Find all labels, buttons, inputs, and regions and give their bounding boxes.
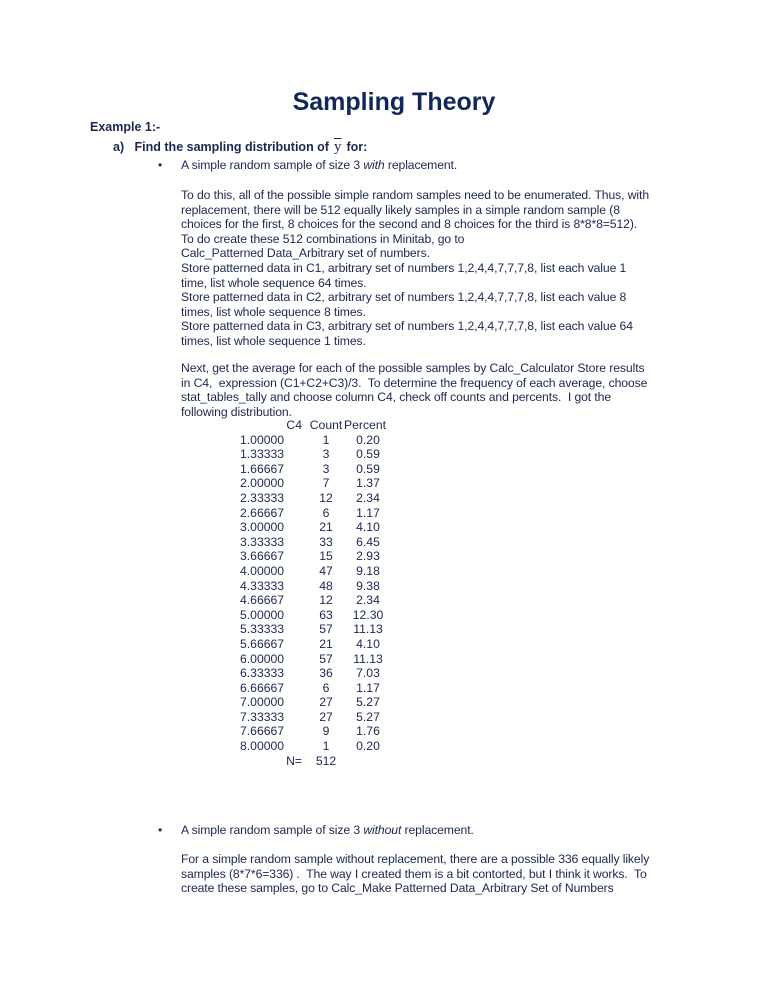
text-line: For a simple random sample without replacement, there are a possible 336 equally likely: [181, 852, 650, 866]
text-line: To do this, all of the possible simple random samples need to be enumerated. Thus, with: [181, 188, 650, 202]
question-text-after: for:: [346, 140, 368, 154]
value-cell: 4.33333: [240, 578, 285, 593]
total-label: N=: [286, 753, 302, 768]
text-line: Store patterned data in C1, arbitrary set of numbers 1,2,4,4,7,7,7,8, list each value 1: [181, 260, 627, 275]
paragraph-2: [181, 361, 647, 419]
bullet-2-text: [181, 823, 474, 838]
value-cell: 8.00000: [240, 739, 285, 754]
count-cell: 63: [319, 607, 333, 622]
count-cell: 12: [319, 490, 333, 505]
page-title: Sampling Theory: [292, 88, 496, 116]
table-row: [240, 491, 392, 506]
percent-cell: 12.30: [352, 607, 384, 622]
percent-cell: 4.10: [356, 520, 380, 535]
paragraph-1: [181, 188, 649, 349]
count-cell: 1: [322, 432, 330, 447]
value-cell: 3.33333: [240, 534, 285, 549]
y-bar-symbol: $\overline{y}$: [333, 139, 342, 155]
value-cell: 7.66667: [240, 724, 285, 739]
percent-cell: 11.13: [353, 651, 383, 666]
percent-cell: 5.27: [356, 695, 380, 710]
value-cell: 6.33333: [240, 666, 285, 681]
question-a: [113, 139, 367, 156]
table-row: [240, 506, 392, 521]
value-cell: 6.00000: [240, 651, 285, 666]
count-cell: 3: [322, 447, 330, 462]
table-row: [240, 695, 392, 710]
bullet-1-text: [181, 158, 457, 173]
tally-table: [240, 418, 392, 768]
value-cell: 1.33333: [240, 447, 285, 462]
table-row: [240, 564, 392, 579]
count-cell: 48: [319, 578, 333, 593]
column-header: Percent: [344, 418, 387, 432]
table-row: [240, 447, 392, 462]
percent-cell: 11.13: [353, 622, 383, 637]
percent-cell: 2.34: [356, 593, 380, 608]
text-line: Calc_Patterned Data_Arbitrary set of numbers.: [181, 246, 430, 261]
percent-cell: 0.20: [356, 432, 380, 447]
percent-cell: 2.93: [356, 549, 380, 564]
text-line: Store patterned data in C3, arbitrary set of numbers 1,2,4,4,7,7,7,8, list each value 64: [181, 319, 633, 334]
count-cell: 57: [319, 651, 333, 666]
value-cell: 5.33333: [240, 622, 285, 637]
table-row: [240, 549, 392, 564]
text: replacement.: [401, 823, 474, 837]
value-cell: 7.33333: [240, 709, 285, 724]
count-cell: 47: [319, 563, 333, 578]
table-row: [240, 637, 392, 652]
text-line: stat_tables_tally and choose column C4, check off counts and percents. I got the: [181, 390, 612, 405]
count-cell: 6: [322, 680, 330, 695]
text-line: create these samples, go to Calc_Make Patterned Data_Arbitrary Set of Numbers: [181, 881, 614, 896]
example-label: Example 1:-: [90, 120, 161, 134]
text: replacement.: [384, 158, 458, 172]
emphasis: with: [363, 158, 385, 172]
table-row: [240, 724, 392, 739]
table-total-row: [240, 754, 392, 769]
percent-cell: 6.45: [356, 534, 380, 549]
value-cell: 4.66667: [240, 593, 285, 608]
percent-cell: 1.37: [356, 476, 380, 491]
count-cell: 15: [319, 549, 333, 564]
total-value: 512: [315, 753, 337, 768]
table-row: [240, 476, 392, 491]
value-cell: 2.00000: [240, 476, 285, 491]
count-cell: 12: [319, 593, 333, 608]
text-line: choices for the first, 8 choices for the second and 8 choices for the third is 8*8*8=512).: [181, 217, 638, 232]
question-text: Find the sampling distribution of: [134, 140, 329, 154]
text-line: Store patterned data in C2, arbitrary set of numbers 1,2,4,4,7,7,7,8, list each value 8: [181, 290, 627, 305]
value-cell: 4.00000: [240, 563, 285, 578]
table-row: [240, 681, 392, 696]
table-row: [240, 433, 392, 448]
value-cell: 7.00000: [240, 695, 285, 710]
column-header: C4: [286, 418, 302, 432]
count-cell: 33: [319, 534, 333, 549]
text-line: following distribution.: [181, 404, 292, 419]
count-cell: 21: [319, 636, 333, 651]
percent-cell: 5.27: [356, 709, 380, 724]
count-cell: 57: [319, 622, 333, 637]
text-line: samples (8*7*6=336) . The way I created them is a bit contorted, but I think it works. To: [181, 866, 647, 881]
percent-cell: 0.59: [356, 447, 380, 462]
table-row: [240, 535, 392, 550]
text-line: Next, get the average for each of the possible samples by Calc_Calculator Store results: [181, 361, 645, 375]
text: A simple random sample of size 3: [181, 823, 364, 837]
table-row: [240, 710, 392, 725]
percent-cell: 2.34: [356, 490, 380, 505]
percent-cell: 9.18: [356, 563, 380, 578]
value-cell: 5.00000: [240, 607, 285, 622]
table-row: [240, 666, 392, 681]
table-row: [240, 739, 392, 754]
percent-cell: 0.59: [356, 461, 380, 476]
count-cell: 3: [322, 461, 330, 476]
percent-cell: 7.03: [356, 666, 380, 681]
count-cell: 27: [319, 709, 333, 724]
text-line: time, list whole sequence 64 times.: [181, 275, 367, 290]
value-cell: 5.66667: [240, 636, 285, 651]
percent-cell: 9.38: [356, 578, 380, 593]
table-row: [240, 608, 392, 623]
paragraph-3: [181, 852, 649, 896]
percent-cell: 4.10: [356, 636, 380, 651]
text-line: times, list whole sequence 1 times.: [181, 333, 366, 348]
table-row: [240, 622, 392, 637]
table-header-row: [240, 418, 392, 433]
question-marker: a): [113, 140, 125, 154]
bullet-icon: •: [158, 158, 163, 172]
value-cell: 1.00000: [240, 432, 285, 447]
percent-cell: 1.17: [356, 505, 380, 520]
count-cell: 21: [319, 520, 333, 535]
value-cell: 6.66667: [240, 680, 285, 695]
value-cell: 2.66667: [240, 505, 285, 520]
value-cell: 1.66667: [240, 461, 285, 476]
table-row: [240, 520, 392, 535]
text-line: in C4, expression (C1+C2+C3)/3. To determine the frequency of each average, choose: [181, 375, 648, 390]
value-cell: 3.66667: [240, 549, 285, 564]
percent-cell: 0.20: [356, 739, 380, 754]
column-header: Count: [309, 418, 343, 432]
count-cell: 7: [322, 476, 330, 491]
bullet-icon: •: [158, 823, 163, 837]
table-row: [240, 462, 392, 477]
text-line: To do create these 512 combinations in Minitab, go to: [181, 231, 465, 246]
percent-cell: 1.17: [356, 680, 380, 695]
text-line: replacement, there will be 512 equally likely samples in a simple random sample (8: [181, 202, 620, 217]
text-line: times, list whole sequence 8 times.: [181, 304, 366, 319]
count-cell: 9: [322, 724, 330, 739]
count-cell: 27: [319, 695, 333, 710]
count-cell: 1: [322, 739, 330, 754]
count-cell: 6: [322, 505, 330, 520]
text: A simple random sample of size 3: [181, 158, 364, 172]
emphasis: without: [363, 823, 402, 837]
table-row: [240, 579, 392, 594]
table-row: [240, 652, 392, 667]
table-row: [240, 593, 392, 608]
value-cell: 3.00000: [240, 520, 285, 535]
value-cell: 2.33333: [240, 490, 285, 505]
count-cell: 36: [319, 666, 333, 681]
percent-cell: 1.76: [356, 724, 380, 739]
